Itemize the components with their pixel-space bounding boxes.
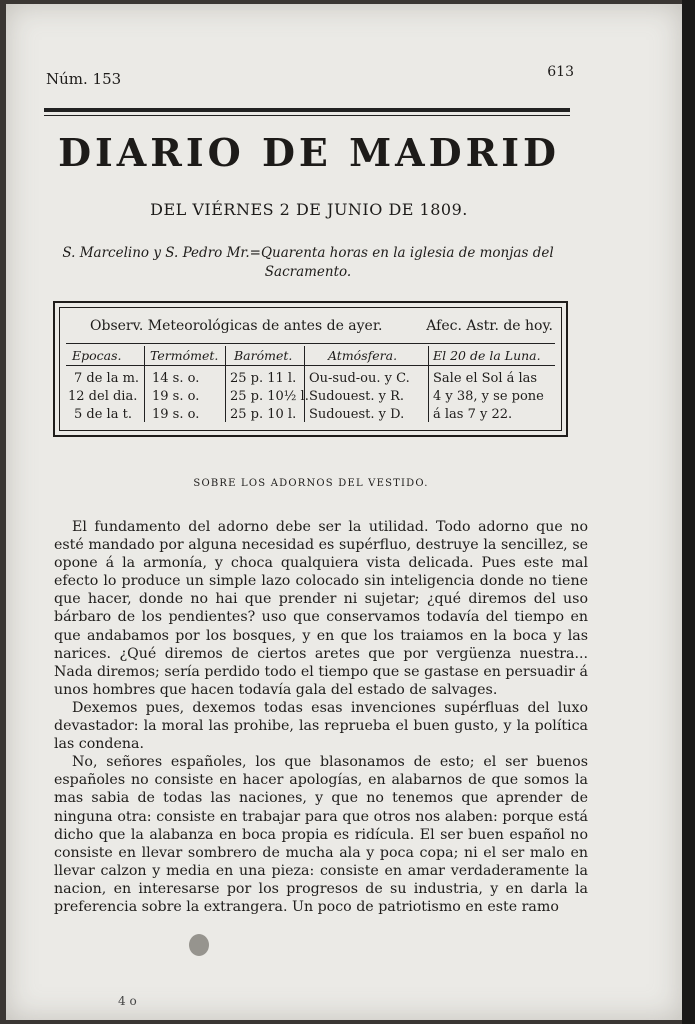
table-cell: Ou-sud-ou. y C. bbox=[309, 371, 410, 386]
table-cell: 4 y 38, y se pone bbox=[433, 389, 544, 404]
article-title: SOBRE LOS ADORNOS DEL VESTIDO. bbox=[193, 478, 429, 489]
table-cell: 19 s. o. bbox=[152, 407, 200, 422]
saints-of-day: S. Marcelino y S. Pedro Mr.=Quarenta horas en la iglesia de monjas del Sacramento. bbox=[62, 245, 554, 280]
article-paragraph: El fundamento del adorno debe ser la utilidad. Todo adorno que no esté mandado por alguna necesidad es supérfluo, destruye la sencillez, se opone á la armonía, y choca qualquiera vista delicada. Pues este mal efecto lo produce un simple lazo colocado sin inteligencia donde no tiene que hacer, donde no hai que prender ni sujetar; ¿qué diremos del uso bárbaro de los pendientes? uso que conservamos todavía del tiempo en que andabamos por los bosques, y en que los traiamos en la boca y las narices. ¿Qué diremos de ciertos aretes que por vergüenza nuestra... Nada diremos; sería perdido todo el tiempo que se gastase en persuadir á unos hombres que hacen todavía gala del estado de salvages. bbox=[54, 519, 588, 698]
page-header bbox=[46, 64, 576, 94]
table-cell: 19 s. o. bbox=[152, 389, 200, 404]
newspaper-page bbox=[6, 4, 682, 1020]
table-cell: 12 del dia. bbox=[68, 389, 138, 404]
article-body bbox=[54, 518, 588, 916]
scan-edge bbox=[682, 0, 695, 1024]
meteorological-table bbox=[53, 301, 568, 437]
meteo-title-right: Afec. Astr. de hoy. bbox=[426, 318, 553, 334]
column-header-luna: El 20 de la Luna. bbox=[433, 348, 541, 363]
meteo-divider bbox=[304, 346, 305, 422]
meteo-title-left: Observ. Meteorológicas de antes de ayer. bbox=[90, 318, 383, 334]
table-cell: á las 7 y 22. bbox=[433, 407, 513, 422]
meteorological-table-inner bbox=[59, 307, 562, 431]
meteo-rule-header bbox=[66, 365, 555, 366]
footer-mark: 4 o bbox=[118, 994, 137, 1008]
article-paragraph: Dexemos pues, dexemos todas esas invenciones supérfluas del luxo devastador: la moral las prohibe, las reprueba el buen gusto, y la política las condena. bbox=[54, 699, 588, 753]
table-cell: 25 p. 10 l. bbox=[230, 407, 297, 422]
table-cell: 5 de la t. bbox=[74, 407, 132, 422]
table-cell: 14 s. o. bbox=[152, 371, 200, 386]
table-cell: Sudouest. y R. bbox=[309, 389, 405, 404]
issue-number: Núm. 153 bbox=[46, 70, 122, 88]
masthead-title: DIARIO DE MADRID bbox=[58, 130, 560, 175]
meteo-divider bbox=[144, 346, 145, 422]
table-cell: Sudouest. y D. bbox=[309, 407, 405, 422]
column-header-barometro: Barómet. bbox=[234, 348, 293, 363]
meteo-divider bbox=[428, 346, 429, 422]
meteo-rule-top bbox=[66, 343, 555, 344]
dateline: DEL VIÉRNES 2 DE JUNIO DE 1809. bbox=[150, 200, 468, 219]
table-cell: Sale el Sol á las bbox=[433, 371, 538, 386]
column-header-termometro: Termómet. bbox=[150, 348, 219, 363]
column-header-atmosfera: Atmósfera. bbox=[328, 348, 398, 363]
column-header-epocas: Epocas. bbox=[72, 348, 122, 363]
table-cell: 7 de la m. bbox=[74, 371, 140, 386]
table-cell: 25 p. 10½ l. bbox=[230, 389, 309, 404]
ink-stain bbox=[189, 934, 209, 956]
meteo-divider bbox=[225, 346, 226, 422]
table-cell: 25 p. 11 l. bbox=[230, 371, 297, 386]
article-paragraph: No, señores españoles, los que blasonamos de esto; el ser buenos españoles no consiste en hacer apologías, en alabarnos de que somos la mas sabia de todas las naciones, y que no tenemos que aprender de ninguna otra: consiste en trabajar para que otros nos alaben: porque está dicho que la alabanza en boca propia es ridícula. El ser buen español no consiste en llevar sombrero de mucha ala y poca copa; ni el ser malo en llevar calzon y media en una pieza: consiste en amar verdaderamente la nacion, en interesarse por los progresos de su industria, y en darla la preferencia sobre la extrangera. Un poco de patriotismo en este ramo bbox=[54, 754, 588, 915]
header-rule-thin bbox=[44, 115, 570, 116]
page-number: 613 bbox=[547, 64, 574, 80]
header-rule-thick bbox=[44, 108, 570, 112]
